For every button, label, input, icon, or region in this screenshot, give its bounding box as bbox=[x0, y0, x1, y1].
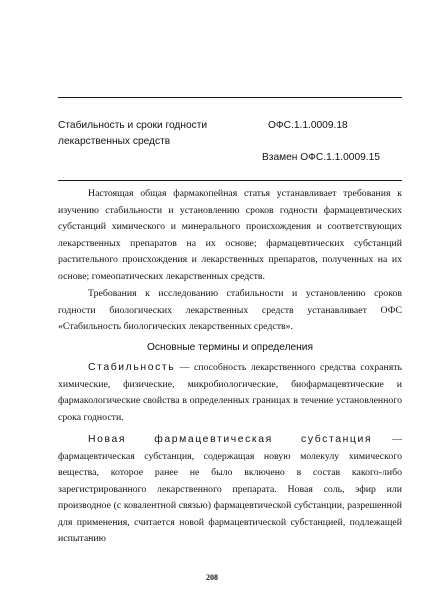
page-number: 208 bbox=[206, 573, 218, 582]
intro-paragraph-2 bbox=[58, 286, 402, 336]
intro-paragraph-1-text: Настоящая общая фармакопейная статья устанавливает требования к изучению стабильности и установлению сроков годности фармацевтических субстанций химического и минерального происхождения и соответствующих лекарственных препаратов на их основе; фармацевтических субстанций растительного происхождения и лекарственных препаратов, полученных на их основе; гомеопатических лекарственных средств. bbox=[58, 188, 402, 282]
term-new-substance: Новая фармацевтическая субстанция bbox=[88, 434, 373, 445]
definition-new-substance-paragraph bbox=[58, 432, 402, 548]
intro-paragraph-2-text: Требования к исследованию стабильности и установлению сроков годности биологических лекарственных средств устанавливает ОФС «Стабильность биологических лекарственных средств». bbox=[58, 288, 402, 332]
replaces-code: Взамен ОФС.1.1.0009.15 bbox=[262, 152, 380, 163]
monograph-title: Стабильность и сроки годности лекарственных средств bbox=[58, 120, 208, 147]
definition-stability-text: — способность лекарственного средства сохранять химические, физические, микробиологические, биофармацевтические и фармакологические свойства в определенных границах в течение установленного срока годности. bbox=[58, 362, 402, 423]
intro-paragraph-1 bbox=[58, 186, 402, 285]
definition-stability bbox=[58, 360, 402, 426]
section-heading: Основные термины и определения bbox=[146, 342, 314, 353]
top-rule bbox=[58, 97, 402, 98]
header-bottom-rule bbox=[58, 180, 402, 181]
definition-stability-paragraph bbox=[58, 360, 402, 426]
monograph-code: ОФС.1.1.0009.18 bbox=[268, 120, 348, 131]
definition-new-substance-text: — фармацевтическая субстанция, содержащая новую молекулу химического вещества, которое ранее не было включено в состав какого-либо зарегистрированного лекарственного препарата. Новая соль, эфир или производное (с ковалентной связью) фармацевтической субстанции, разрешенной для применения, считается новой фармацевтической субстанцией, подлежащей испытанию bbox=[58, 434, 403, 544]
definition-new-substance bbox=[58, 432, 402, 548]
term-stability: Стабильность bbox=[88, 362, 176, 373]
